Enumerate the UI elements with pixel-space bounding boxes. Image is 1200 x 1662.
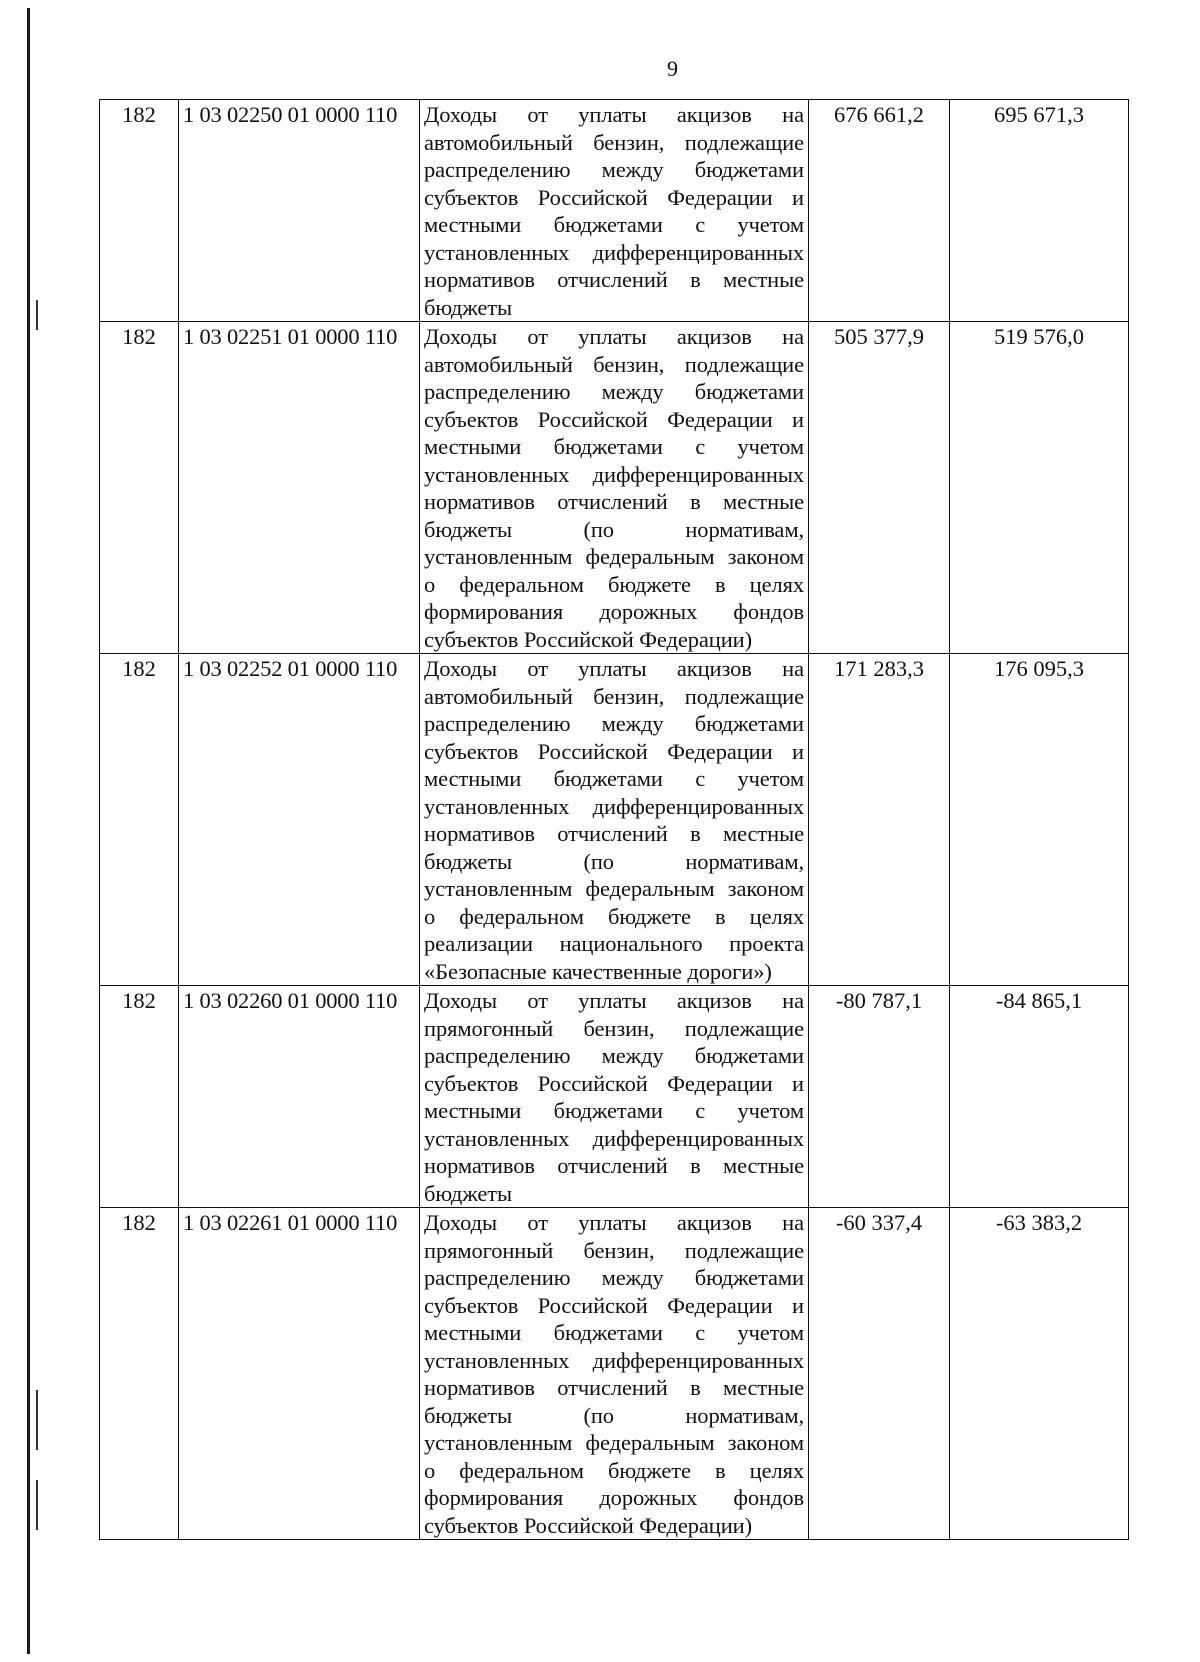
- amount-cell-1: 505 377,9: [809, 322, 950, 654]
- amount-cell-2: -63 383,2: [950, 1208, 1129, 1540]
- amount-cell-2: 176 095,3: [950, 654, 1129, 986]
- admin-code-cell: 182: [100, 654, 179, 986]
- scan-edge-line: [27, 8, 30, 1654]
- scan-artifact: [36, 1480, 38, 1530]
- amount-cell-1: -80 787,1: [809, 986, 950, 1208]
- budget-classification-code-cell: 1 03 02250 01 0000 110: [179, 100, 420, 322]
- amount-cell-2: 519 576,0: [950, 322, 1129, 654]
- budget-classification-code-cell: 1 03 02251 01 0000 110: [179, 322, 420, 654]
- table-row: [100, 100, 1129, 322]
- admin-code-cell: 182: [100, 100, 179, 322]
- revenue-name-cell: Доходы от уплаты акцизов на прямогонный бензин, подлежащие распределению между бюджетами субъектов Российской Федерации и местными бюджетами с учетом установленных дифференцированных нормативов отчислений в местные бюджеты (по нормативам, установленным федеральным законом о федеральном бюджете в целях формирования дорожных фондов субъектов Российской Федерации): [420, 1208, 809, 1540]
- revenue-name-cell: Доходы от уплаты акцизов на автомобильный бензин, подлежащие распределению между бюджетами субъектов Российской Федерации и местными бюджетами с учетом установленных дифференцированных нормативов отчислений в местные бюджеты (по нормативам, установленным федеральным законом о федеральном бюджете в целях формирования дорожных фондов субъектов Российской Федерации): [420, 322, 809, 654]
- budget-classification-code-cell: 1 03 02252 01 0000 110: [179, 654, 420, 986]
- admin-code-cell: 182: [100, 322, 179, 654]
- amount-cell-1: 676 661,2: [809, 100, 950, 322]
- revenue-name-cell: Доходы от уплаты акцизов на автомобильный бензин, подлежащие распределению между бюджетами субъектов Российской Федерации и местными бюджетами с учетом установленных дифференцированных нормативов отчислений в местные бюджеты (по нормативам, установленным федеральным законом о федеральном бюджете в целях реализации национального проекта «Безопасные качественные дороги»): [420, 654, 809, 986]
- admin-code-cell: 182: [100, 986, 179, 1208]
- amount-cell-2: -84 865,1: [950, 986, 1129, 1208]
- revenue-name-cell: Доходы от уплаты акцизов на автомобильный бензин, подлежащие распределению между бюджетами субъектов Российской Федерации и местными бюджетами с учетом установленных дифференцированных нормативов отчислений в местные бюджеты: [420, 100, 809, 322]
- table-row: [100, 654, 1129, 986]
- table-row: [100, 322, 1129, 654]
- scan-artifact: [36, 1390, 38, 1450]
- budget-classification-code-cell: 1 03 02261 01 0000 110: [179, 1208, 420, 1540]
- revenue-table: [99, 99, 1129, 1540]
- amount-cell-1: 171 283,3: [809, 654, 950, 986]
- admin-code-cell: 182: [100, 1208, 179, 1540]
- page-number: 9: [667, 56, 678, 81]
- table-row: [100, 1208, 1129, 1540]
- table-row: [100, 986, 1129, 1208]
- budget-classification-code-cell: 1 03 02260 01 0000 110: [179, 986, 420, 1208]
- amount-cell-2: 695 671,3: [950, 100, 1129, 322]
- amount-cell-1: -60 337,4: [809, 1208, 950, 1540]
- revenue-name-cell: Доходы от уплаты акцизов на прямогонный бензин, подлежащие распределению между бюджетами субъектов Российской Федерации и местными бюджетами с учетом установленных дифференцированных нормативов отчислений в местные бюджеты: [420, 986, 809, 1208]
- scan-artifact: [36, 300, 38, 330]
